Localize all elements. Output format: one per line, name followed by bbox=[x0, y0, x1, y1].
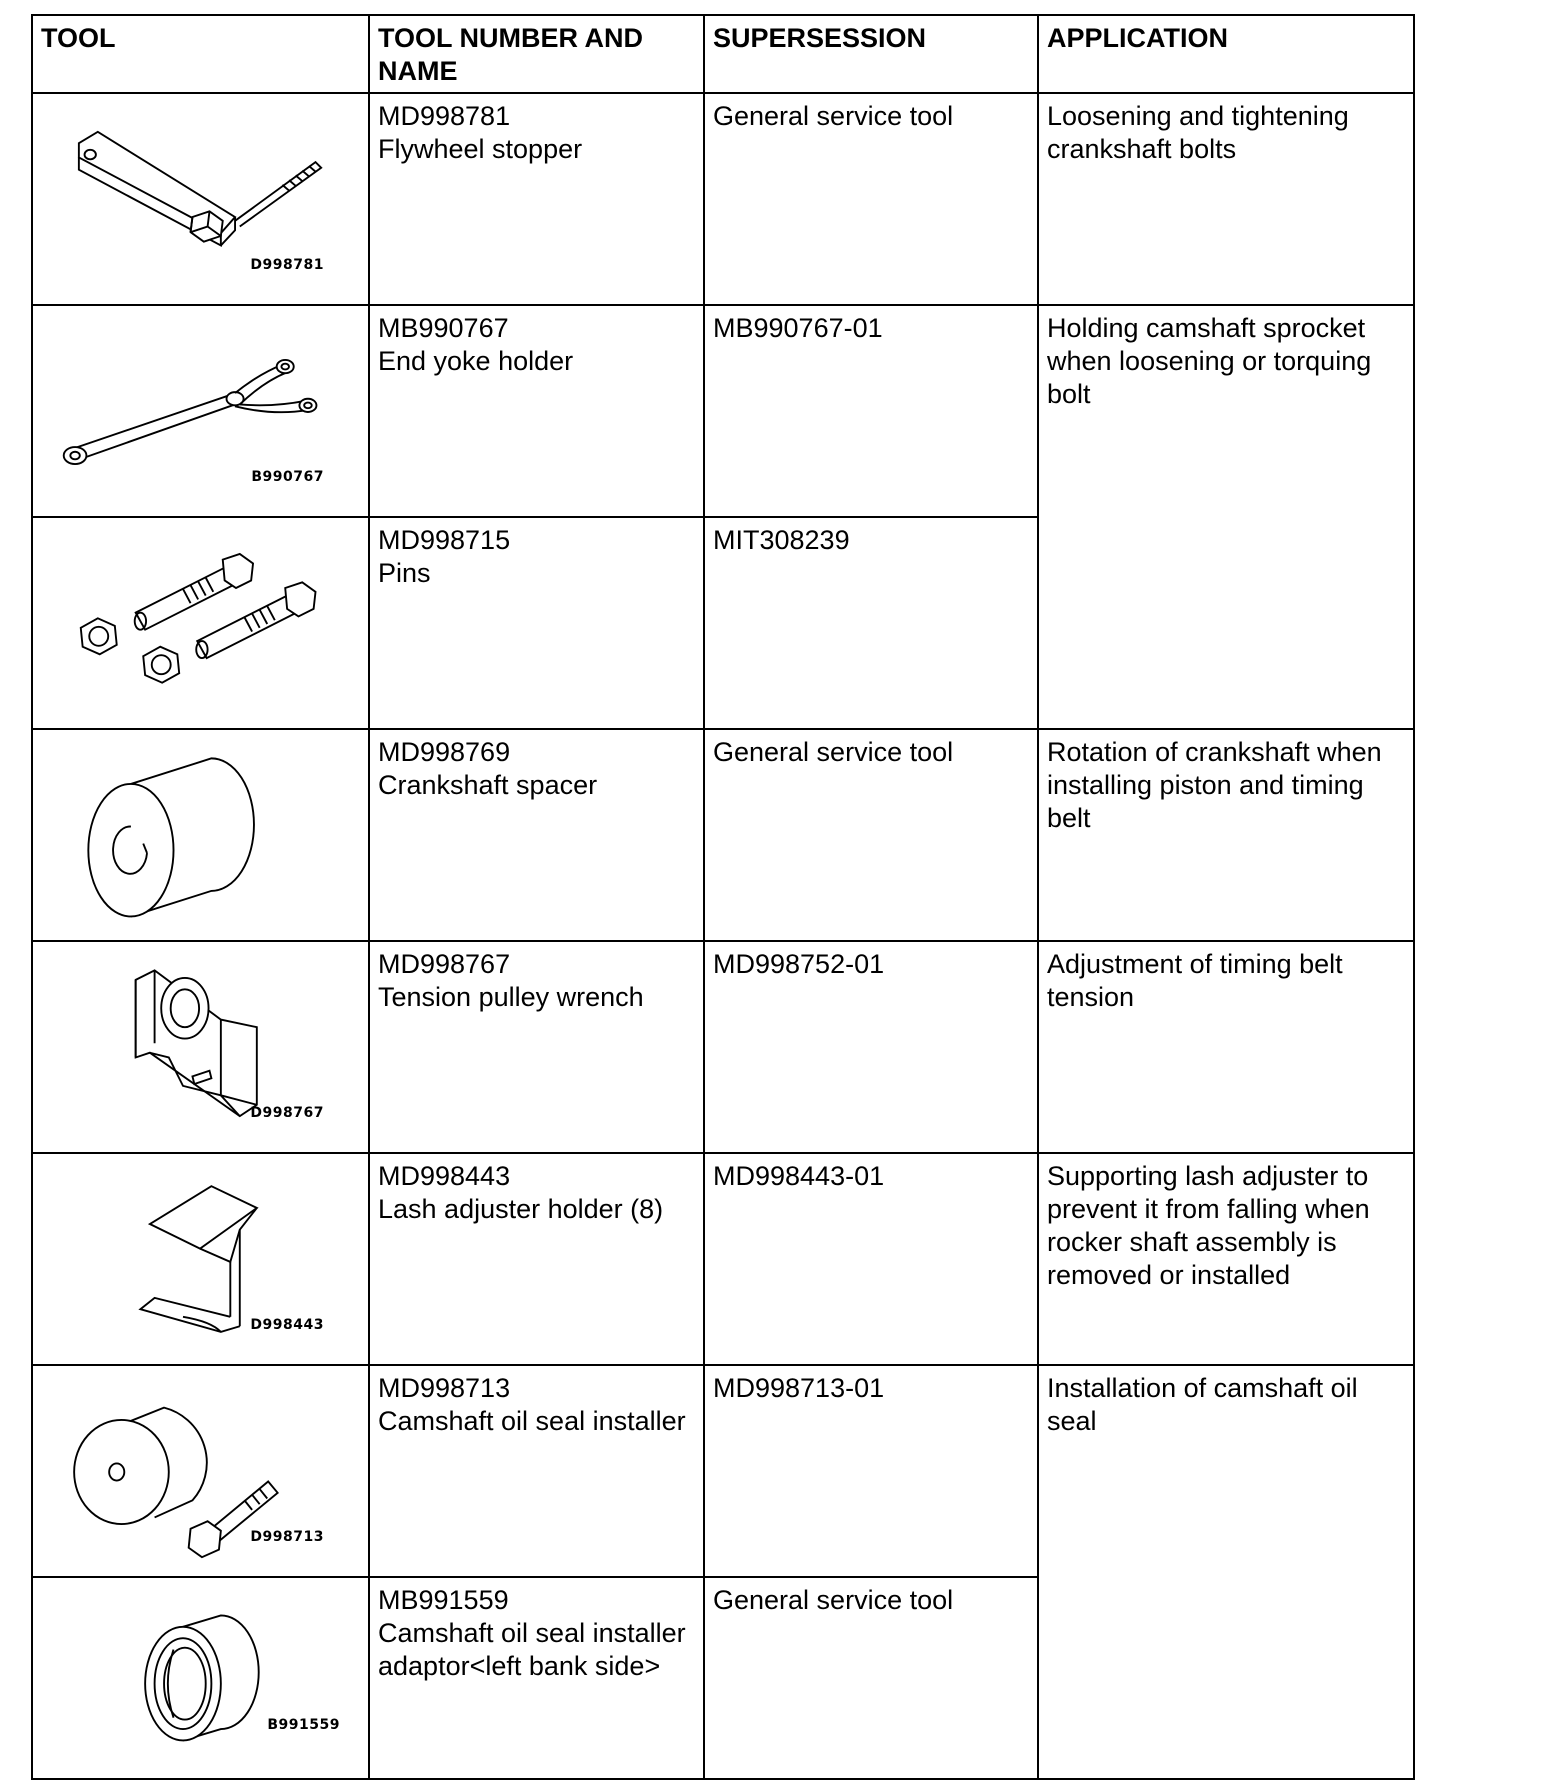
table-row bbox=[32, 1365, 1414, 1577]
crankshaft-spacer-icon bbox=[41, 736, 360, 936]
application-cell: Rotation of crankshaft when installing piston and timing belt bbox=[1038, 729, 1414, 941]
supersession-cell: General service tool bbox=[704, 729, 1038, 941]
tool-name: Camshaft oil seal installer bbox=[378, 1406, 686, 1436]
table-row bbox=[32, 1153, 1414, 1365]
tool-image-cell bbox=[32, 305, 369, 517]
supersession-cell: MB990767-01 bbox=[704, 305, 1038, 517]
table-row bbox=[32, 93, 1414, 305]
application-cell: Loosening and tightening crankshaft bolts bbox=[1038, 93, 1414, 305]
tool-number: MD998781 bbox=[378, 101, 511, 131]
table-row bbox=[32, 305, 1414, 517]
tool-number: MB991559 bbox=[378, 1585, 509, 1615]
tool-image-cell bbox=[32, 729, 369, 941]
tool-image-code: B990767 bbox=[251, 469, 324, 485]
tool-image-cell bbox=[32, 93, 369, 305]
tool-number: MD998713 bbox=[378, 1373, 511, 1403]
tool-name: Camshaft oil seal installer adaptor<left bank side> bbox=[378, 1618, 686, 1681]
header-tool-number-and-name: TOOL NUMBER AND NAME bbox=[369, 15, 704, 93]
pins-icon bbox=[41, 524, 360, 724]
tool-number-name-cell bbox=[369, 1365, 704, 1577]
table-row bbox=[32, 729, 1414, 941]
tool-image-cell bbox=[32, 1153, 369, 1365]
supersession-cell: MIT308239 bbox=[704, 517, 1038, 729]
supersession-cell: MD998443-01 bbox=[704, 1153, 1038, 1365]
tool-image-cell bbox=[32, 517, 369, 729]
table-header-row bbox=[32, 15, 1414, 93]
tool-image-code: B991559 bbox=[267, 1717, 340, 1733]
tool-number: MB990767 bbox=[378, 313, 509, 343]
supersession-cell: MD998752-01 bbox=[704, 941, 1038, 1153]
tool-image-code: D998781 bbox=[250, 257, 324, 273]
installer-adaptor-icon bbox=[41, 1584, 360, 1770]
tool-number-name-cell bbox=[369, 1153, 704, 1365]
tool-name: Crankshaft spacer bbox=[378, 770, 598, 800]
tool-name: Lash adjuster holder (8) bbox=[378, 1194, 664, 1224]
special-tools-table bbox=[31, 14, 1415, 1780]
tool-image-code: D998443 bbox=[250, 1317, 324, 1333]
tool-number-name-cell bbox=[369, 729, 704, 941]
tool-number: MD998767 bbox=[378, 949, 511, 979]
tool-number: MD998443 bbox=[378, 1161, 511, 1191]
application-cell: Installation of camshaft oil seal bbox=[1038, 1365, 1414, 1779]
tool-number-name-cell bbox=[369, 941, 704, 1153]
supersession-cell: General service tool bbox=[704, 93, 1038, 305]
tool-image-code: D998713 bbox=[250, 1529, 324, 1545]
header-application: APPLICATION bbox=[1038, 15, 1414, 93]
tool-number: MD998769 bbox=[378, 737, 511, 767]
supersession-cell: General service tool bbox=[704, 1577, 1038, 1779]
tool-name: Flywheel stopper bbox=[378, 134, 583, 164]
table-row bbox=[32, 941, 1414, 1153]
tool-number-name-cell bbox=[369, 1577, 704, 1779]
tool-name: Tension pulley wrench bbox=[378, 982, 644, 1012]
header-tool: TOOL bbox=[32, 15, 369, 93]
tool-image-cell bbox=[32, 1577, 369, 1779]
tool-name: Pins bbox=[378, 558, 431, 588]
tool-name: End yoke holder bbox=[378, 346, 574, 376]
tool-number-name-cell bbox=[369, 305, 704, 517]
tool-number-name-cell bbox=[369, 93, 704, 305]
tool-image-cell bbox=[32, 1365, 369, 1577]
supersession-cell: MD998713-01 bbox=[704, 1365, 1038, 1577]
tool-image-cell bbox=[32, 941, 369, 1153]
tool-image-code: D998767 bbox=[250, 1105, 324, 1121]
application-cell: Holding camshaft sprocket when loosening or torquing bolt bbox=[1038, 305, 1414, 729]
application-cell: Adjustment of timing belt tension bbox=[1038, 941, 1414, 1153]
header-supersession: SUPERSESSION bbox=[704, 15, 1038, 93]
tool-number-name-cell bbox=[369, 517, 704, 729]
tool-number: MD998715 bbox=[378, 525, 511, 555]
application-cell: Supporting lash adjuster to prevent it from falling when rocker shaft assembly is removed or installed bbox=[1038, 1153, 1414, 1365]
